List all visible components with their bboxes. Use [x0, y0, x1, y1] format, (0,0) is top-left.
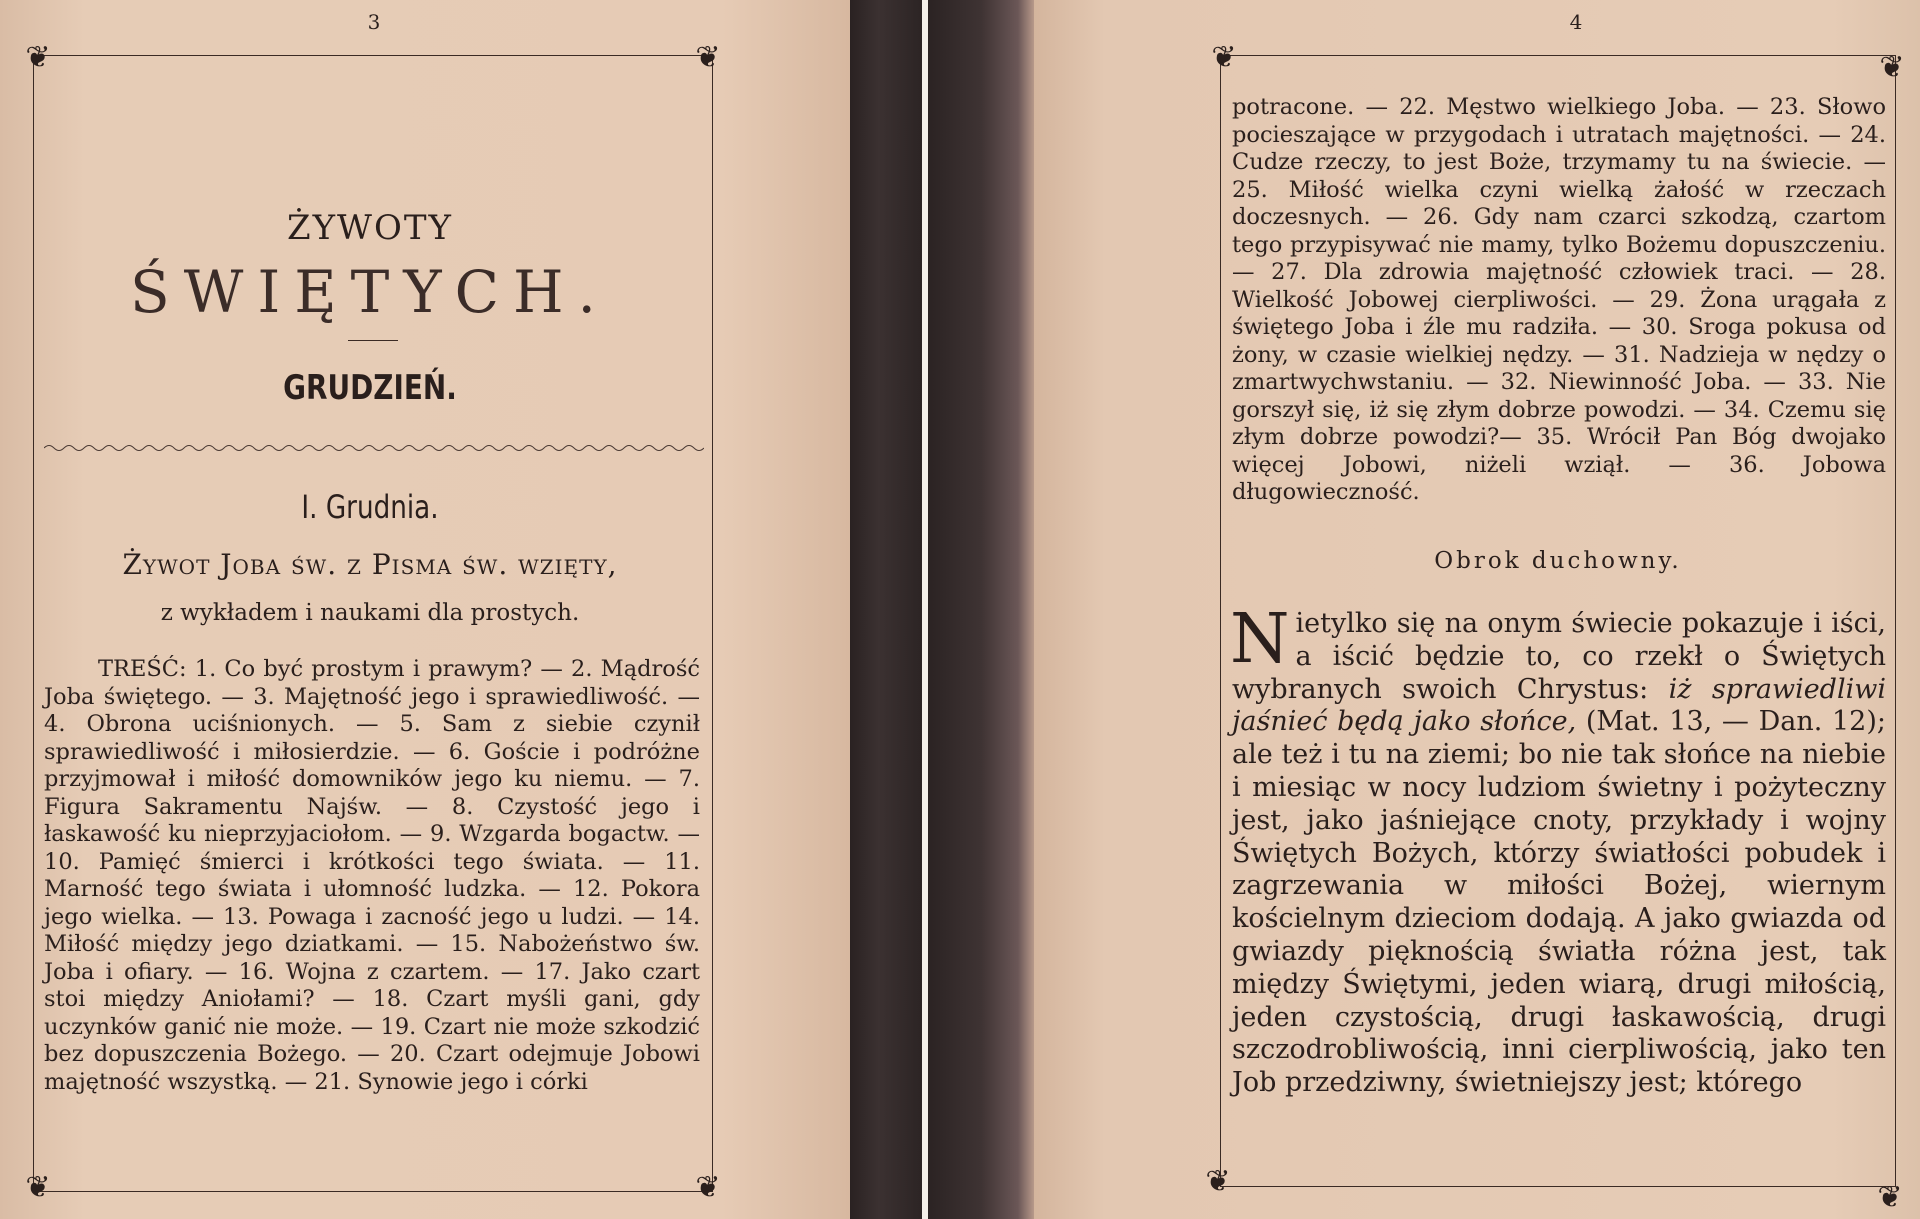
- body-text: ietylko się na onym świecie pokazuje i iści, a iścić będzie to, co rzekł o Świętych wybranych swoich Chrystus:: [1232, 608, 1886, 705]
- page-number: 3: [367, 10, 381, 34]
- section-title: I. Grudnia.: [301, 488, 439, 526]
- title-divider: [348, 340, 398, 341]
- title-line-1: ŻYWOTY: [286, 208, 453, 248]
- corner-ornament-icon: ❦: [1877, 1180, 1903, 1215]
- corner-ornament-icon: ❦: [1211, 40, 1237, 75]
- book-gutter: [850, 0, 922, 1219]
- left-page: [0, 0, 850, 1219]
- contents-paragraph: TREŚĆ: 1. Co być prostym i prawym? — 2. Mądrość Joba świętego. — 3. Majętność jego i sprawiedliwość. — 4. Obrona uciśnionych. — 5. Sam z siebie czynił sprawiedliwość i miłosierdzie. — 6. Goście i podróżne przyjmował i miłość domowników jego ku niemu. — 7. Figura Sakramentu Najśw. — 8. Czystość jego i łaskawość ku nieprzyjaciołom. — 9. Wzgarda bogactw. — 10. Pamięć śmierci i krótkości tego świata. — 11. Marność tego świata i ułomność ludzka. — 12. Pokora jego wielka. — 13. Powaga i zacność jego u ludzi. — 14. Miłość między jego dziatkami. — 15. Nabożeństwo św. Joba i ofiary. — 16. Wojna z czartem. — 17. Jako czart stoi między Aniołami? — 18. Czart myśli gani, gdy uczynków ganić nie może. — 19. Czart nie może szkodzić bez dopuszczenia Bożego. — 20. Czart odejmuje Jobowi majętność wszystką. — 21. Synowie jego i córki: [44, 656, 700, 1095]
- corner-ornament-icon: ❦: [695, 40, 721, 75]
- title-line-2: ŚWIĘTYCH.: [130, 258, 610, 326]
- corner-ornament-icon: ❦: [695, 1170, 721, 1205]
- body-text: (Mat. 13, — Dan. 12); ale też i tu na ziemi; bo nie tak słońce na niebie i miesiąc w nocy ludziom świetny i pożyteczny jest, jako jaśniejące cnoty, przykłady i wojny Świętych Bożych, którzy światłości pobudek i zagrzewania w miłości Bożej, wiernym kościelnym dzieciom dodają. A jako gwiazda od gwiazdy pięknością światła różna jest, tak między Świętymi, jeden wiarą, drugi miłością, jeden czystością, drugi łaskawością, drugi szczodrobliwością, inni cierpliwością, jako ten Job przedziwny, świetniejszy jest; którego: [1232, 706, 1886, 1099]
- right-page: [1034, 0, 1920, 1219]
- chapter-heading: Żywot Joba św. z Pisma św. wzięty,: [122, 548, 618, 581]
- chapter-subheading: z wykładem i naukami dla prostych.: [160, 600, 580, 626]
- corner-ornament-icon: ❦: [25, 1170, 51, 1205]
- corner-ornament-icon: ❦: [1205, 1164, 1231, 1199]
- drop-cap: N: [1230, 600, 1290, 679]
- contents-paragraph-continued: potracone. — 22. Męstwo wielkiego Joba. — 23. Słowo pocieszające w przygodach i utratach majętności. — 24. Cudze rzeczy, to jest Boże, trzymamy tu na świecie. — 25. Miłość wielka czyni wielką żałość w rzeczach doczesnych. — 26. Gdy nam czarci szkodzą, czartom tego przypisywać nie mamy, tylko Bożemu dopuszczeniu. — 27. Dla zdrowia majętność człowiek traci. — 28. Wielkość Jobowej cierpliwości. — 29. Żona urągała z świętego Joba i źle mu radziła. — 30. Sroga pokusa od żony, w czasie wielkiej nędzy. — 31. Nadzieja w nędzy o zmartwychwstaniu. — 32. Niewinność Joba. — 33. Nie gorszył się, iż się złym dobrze powodzi. — 34. Czemu się złym dobrze powodzi?— 35. Wrócił Pan Bóg dwojako więcej Jobowi, niżeli wziął. — 36. Jobowa długowieczność.: [1232, 94, 1886, 505]
- book-gutter: [928, 0, 1034, 1219]
- corner-ornament-icon: ❦: [1879, 50, 1905, 85]
- month-title: GRUDZIEŃ.: [283, 368, 457, 408]
- section-subtitle: Obrok duchowny.: [1434, 548, 1682, 574]
- page-number: 4: [1569, 10, 1583, 34]
- wavy-divider: [44, 443, 704, 453]
- body-quote: iż sprawiedliwi jaśnieć będą jako słońce,: [1232, 673, 1886, 738]
- corner-ornament-icon: ❦: [25, 40, 51, 75]
- body-paragraph: [1230, 600, 1886, 1100]
